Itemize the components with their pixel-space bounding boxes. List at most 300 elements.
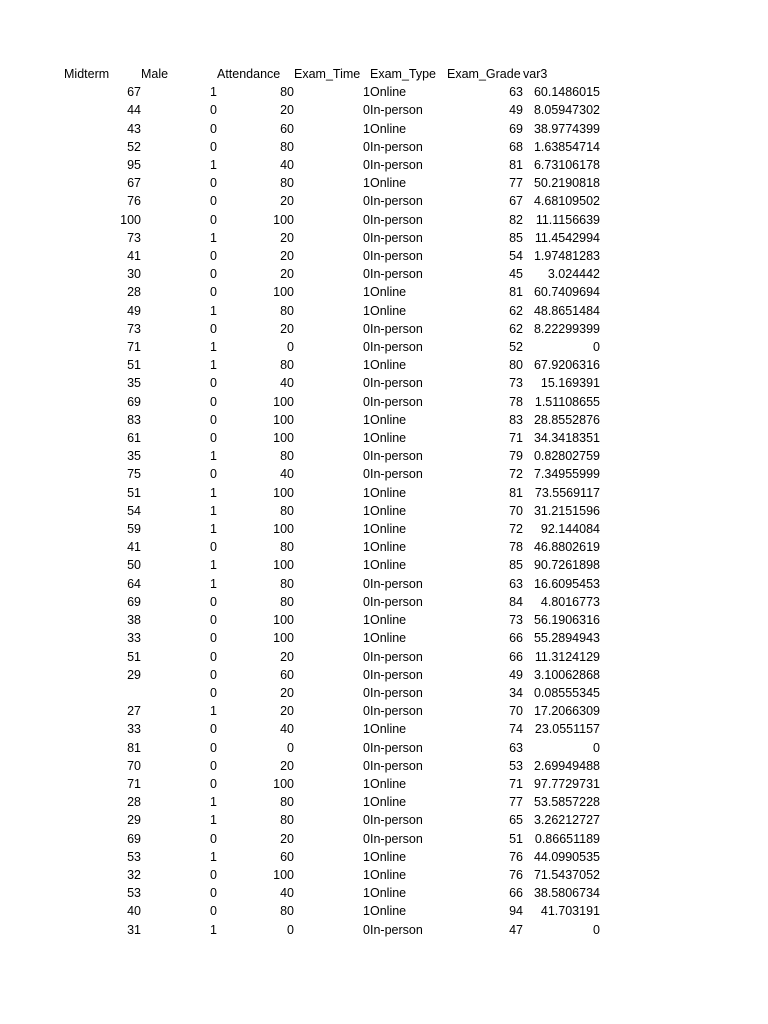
cell-var3[interactable]: 38.5806734 <box>533 886 600 901</box>
cell-midterm[interactable]: 75 <box>127 467 141 482</box>
cell-midterm[interactable]: 100 <box>120 212 141 227</box>
cell-attendance[interactable]: 0 <box>287 922 294 937</box>
cell-exam-time[interactable]: 1 <box>363 412 370 427</box>
cell-midterm[interactable]: 71 <box>127 340 141 355</box>
cell-exam-time[interactable]: 0 <box>363 831 370 846</box>
cell-male[interactable]: 1 <box>210 303 217 318</box>
cell-attendance[interactable]: 80 <box>280 303 294 318</box>
cell-exam-time[interactable]: 1 <box>363 849 370 864</box>
cell-midterm[interactable]: 76 <box>127 194 141 209</box>
cell-exam-time[interactable]: 0 <box>363 740 370 755</box>
cell-exam-type[interactable]: Online <box>370 285 407 300</box>
cell-midterm[interactable]: 32 <box>127 867 141 882</box>
cell-exam-time[interactable]: 1 <box>363 540 370 555</box>
cell-attendance[interactable]: 100 <box>273 522 294 537</box>
cell-var3[interactable]: 92.144084 <box>540 522 600 537</box>
cell-exam-type[interactable]: In-person <box>370 267 423 282</box>
cell-exam-time[interactable]: 0 <box>363 103 370 118</box>
cell-exam-type[interactable]: Online <box>370 558 407 573</box>
cell-exam-time[interactable]: 0 <box>363 576 370 591</box>
cell-midterm[interactable]: 71 <box>127 776 141 791</box>
cell-exam-grade[interactable]: 49 <box>509 667 523 682</box>
cell-exam-grade[interactable]: 73 <box>509 613 523 628</box>
cell-midterm[interactable]: 73 <box>127 321 141 336</box>
cell-exam-grade[interactable]: 53 <box>509 758 523 773</box>
cell-midterm[interactable]: 59 <box>127 522 141 537</box>
cell-attendance[interactable]: 40 <box>280 467 294 482</box>
cell-male[interactable]: 1 <box>210 85 217 100</box>
cell-exam-time[interactable]: 0 <box>363 249 370 264</box>
cell-exam-grade[interactable]: 85 <box>509 230 523 245</box>
cell-exam-type[interactable]: Online <box>370 867 407 882</box>
cell-var3[interactable]: 17.2066309 <box>533 704 600 719</box>
cell-attendance[interactable]: 60 <box>280 849 294 864</box>
cell-exam-time[interactable]: 0 <box>363 376 370 391</box>
cell-midterm[interactable]: 51 <box>127 358 141 373</box>
cell-exam-type[interactable]: In-person <box>370 813 423 828</box>
cell-exam-time[interactable]: 0 <box>363 649 370 664</box>
cell-exam-grade[interactable]: 79 <box>509 449 523 464</box>
cell-var3[interactable]: 28.8552876 <box>533 412 600 427</box>
cell-exam-type[interactable]: Online <box>370 904 407 919</box>
cell-exam-time[interactable]: 1 <box>363 558 370 573</box>
cell-exam-grade[interactable]: 68 <box>509 139 523 154</box>
cell-male[interactable]: 0 <box>210 594 217 609</box>
cell-male[interactable]: 0 <box>210 631 217 646</box>
cell-male[interactable]: 0 <box>210 758 217 773</box>
cell-exam-time[interactable]: 1 <box>363 431 370 446</box>
cell-attendance[interactable]: 100 <box>273 431 294 446</box>
cell-attendance[interactable]: 20 <box>280 758 294 773</box>
cell-exam-type[interactable]: Online <box>370 303 407 318</box>
cell-exam-type[interactable]: In-person <box>370 321 423 336</box>
cell-var3[interactable]: 3.10062868 <box>533 667 600 682</box>
cell-male[interactable]: 1 <box>210 922 217 937</box>
cell-exam-type[interactable]: Online <box>370 795 407 810</box>
cell-exam-type[interactable]: In-person <box>370 230 423 245</box>
cell-var3[interactable]: 60.1486015 <box>533 85 600 100</box>
cell-attendance[interactable]: 20 <box>280 685 294 700</box>
cell-exam-grade[interactable]: 62 <box>509 321 523 336</box>
cell-exam-time[interactable]: 1 <box>363 503 370 518</box>
header-exam-grade[interactable]: Exam_Grade <box>447 67 521 81</box>
cell-exam-type[interactable]: In-person <box>370 103 423 118</box>
cell-exam-time[interactable]: 0 <box>363 230 370 245</box>
cell-var3[interactable]: 97.7729731 <box>533 776 600 791</box>
cell-midterm[interactable]: 29 <box>127 667 141 682</box>
cell-exam-time[interactable]: 1 <box>363 722 370 737</box>
cell-var3[interactable]: 71.5437052 <box>533 867 600 882</box>
cell-male[interactable]: 1 <box>210 522 217 537</box>
cell-male[interactable]: 0 <box>210 904 217 919</box>
cell-exam-type[interactable]: Online <box>370 485 407 500</box>
cell-exam-time[interactable]: 1 <box>363 358 370 373</box>
cell-var3[interactable]: 1.97481283 <box>533 249 600 264</box>
cell-exam-time[interactable]: 0 <box>363 758 370 773</box>
cell-midterm[interactable]: 38 <box>127 613 141 628</box>
cell-midterm[interactable]: 73 <box>127 230 141 245</box>
cell-male[interactable]: 1 <box>210 849 217 864</box>
cell-exam-grade[interactable]: 34 <box>509 685 523 700</box>
cell-var3[interactable]: 67.9206316 <box>533 358 600 373</box>
cell-exam-type[interactable]: In-person <box>370 576 423 591</box>
cell-attendance[interactable]: 20 <box>280 103 294 118</box>
cell-midterm[interactable]: 69 <box>127 831 141 846</box>
cell-midterm[interactable]: 41 <box>127 540 141 555</box>
cell-midterm[interactable]: 43 <box>127 121 141 136</box>
cell-male[interactable]: 0 <box>210 285 217 300</box>
cell-midterm[interactable]: 81 <box>127 740 141 755</box>
cell-male[interactable]: 1 <box>210 340 217 355</box>
cell-exam-time[interactable]: 1 <box>363 522 370 537</box>
cell-exam-time[interactable]: 1 <box>363 85 370 100</box>
cell-exam-time[interactable]: 1 <box>363 303 370 318</box>
cell-male[interactable]: 0 <box>210 431 217 446</box>
cell-male[interactable]: 0 <box>210 831 217 846</box>
cell-var3[interactable]: 53.5857228 <box>533 795 600 810</box>
cell-exam-time[interactable]: 1 <box>363 285 370 300</box>
cell-male[interactable]: 1 <box>210 158 217 173</box>
cell-exam-type[interactable]: Online <box>370 503 407 518</box>
cell-exam-time[interactable]: 1 <box>363 867 370 882</box>
cell-exam-type[interactable]: In-person <box>370 212 423 227</box>
cell-attendance[interactable]: 100 <box>273 867 294 882</box>
cell-exam-grade[interactable]: 66 <box>509 886 523 901</box>
cell-var3[interactable]: 90.7261898 <box>533 558 600 573</box>
cell-male[interactable]: 1 <box>210 576 217 591</box>
cell-attendance[interactable]: 20 <box>280 321 294 336</box>
cell-midterm[interactable]: 49 <box>127 303 141 318</box>
cell-male[interactable]: 0 <box>210 667 217 682</box>
cell-exam-type[interactable]: Online <box>370 849 407 864</box>
cell-var3[interactable]: 0.86651189 <box>534 831 600 846</box>
cell-exam-type[interactable]: In-person <box>370 467 423 482</box>
cell-exam-grade[interactable]: 74 <box>509 722 523 737</box>
cell-exam-grade[interactable]: 78 <box>509 394 523 409</box>
cell-exam-time[interactable]: 1 <box>363 904 370 919</box>
cell-midterm[interactable]: 29 <box>127 813 141 828</box>
cell-attendance[interactable]: 0 <box>287 740 294 755</box>
cell-attendance[interactable]: 40 <box>280 886 294 901</box>
cell-attendance[interactable]: 80 <box>280 85 294 100</box>
cell-midterm[interactable]: 61 <box>127 431 141 446</box>
cell-exam-type[interactable]: Online <box>370 358 407 373</box>
cell-exam-time[interactable]: 1 <box>363 631 370 646</box>
cell-exam-time[interactable]: 0 <box>363 267 370 282</box>
cell-midterm[interactable]: 51 <box>127 485 141 500</box>
cell-attendance[interactable]: 20 <box>280 230 294 245</box>
cell-exam-type[interactable]: Online <box>370 412 407 427</box>
cell-exam-grade[interactable]: 45 <box>509 267 523 282</box>
cell-exam-type[interactable]: Online <box>370 522 407 537</box>
cell-var3[interactable]: 60.7409694 <box>533 285 600 300</box>
cell-exam-grade[interactable]: 77 <box>509 176 523 191</box>
cell-midterm[interactable]: 28 <box>127 795 141 810</box>
cell-exam-type[interactable]: Online <box>370 613 407 628</box>
cell-exam-type[interactable]: Online <box>370 886 407 901</box>
cell-male[interactable]: 0 <box>210 249 217 264</box>
cell-male[interactable]: 0 <box>210 412 217 427</box>
cell-exam-time[interactable]: 0 <box>363 212 370 227</box>
cell-exam-grade[interactable]: 62 <box>509 303 523 318</box>
cell-exam-type[interactable]: Online <box>370 722 407 737</box>
cell-male[interactable]: 1 <box>210 704 217 719</box>
cell-exam-time[interactable]: 1 <box>363 485 370 500</box>
cell-exam-grade[interactable]: 84 <box>509 594 523 609</box>
cell-attendance[interactable]: 100 <box>273 412 294 427</box>
cell-var3[interactable]: 15.169391 <box>540 376 600 391</box>
cell-midterm[interactable]: 70 <box>127 758 141 773</box>
cell-exam-type[interactable]: In-person <box>370 340 423 355</box>
cell-exam-grade[interactable]: 47 <box>509 922 523 937</box>
cell-attendance[interactable]: 20 <box>280 249 294 264</box>
cell-var3[interactable]: 56.1906316 <box>533 613 600 628</box>
cell-exam-grade[interactable]: 78 <box>509 540 523 555</box>
cell-exam-time[interactable]: 0 <box>363 813 370 828</box>
cell-midterm[interactable]: 64 <box>127 576 141 591</box>
cell-attendance[interactable]: 80 <box>280 449 294 464</box>
cell-exam-type[interactable]: In-person <box>370 740 423 755</box>
cell-exam-type[interactable]: Online <box>370 431 407 446</box>
cell-var3[interactable]: 16.6095453 <box>533 576 600 591</box>
cell-exam-type[interactable]: In-person <box>370 704 423 719</box>
cell-male[interactable]: 0 <box>210 722 217 737</box>
cell-exam-grade[interactable]: 70 <box>509 704 523 719</box>
cell-exam-time[interactable]: 0 <box>363 394 370 409</box>
cell-exam-grade[interactable]: 83 <box>509 412 523 427</box>
cell-var3[interactable]: 6.73106178 <box>533 158 600 173</box>
cell-attendance[interactable]: 80 <box>280 813 294 828</box>
cell-attendance[interactable]: 40 <box>280 722 294 737</box>
cell-exam-grade[interactable]: 63 <box>509 740 523 755</box>
cell-male[interactable]: 0 <box>210 649 217 664</box>
cell-exam-time[interactable]: 0 <box>363 704 370 719</box>
cell-attendance[interactable]: 20 <box>280 267 294 282</box>
cell-exam-time[interactable]: 1 <box>363 886 370 901</box>
cell-male[interactable]: 1 <box>210 230 217 245</box>
cell-exam-type[interactable]: In-person <box>370 376 423 391</box>
cell-male[interactable]: 0 <box>210 685 217 700</box>
cell-exam-type[interactable]: In-person <box>370 831 423 846</box>
cell-exam-type[interactable]: In-person <box>370 922 423 937</box>
cell-exam-time[interactable]: 0 <box>363 194 370 209</box>
cell-exam-grade[interactable]: 76 <box>509 867 523 882</box>
cell-exam-time[interactable]: 0 <box>363 340 370 355</box>
cell-midterm[interactable]: 50 <box>127 558 141 573</box>
cell-attendance[interactable]: 100 <box>273 285 294 300</box>
cell-var3[interactable]: 34.3418351 <box>533 431 600 446</box>
cell-male[interactable]: 0 <box>210 394 217 409</box>
cell-male[interactable]: 0 <box>210 376 217 391</box>
cell-exam-time[interactable]: 1 <box>363 121 370 136</box>
cell-midterm[interactable]: 51 <box>127 649 141 664</box>
cell-male[interactable]: 0 <box>210 194 217 209</box>
cell-var3[interactable]: 2.69949488 <box>533 758 600 773</box>
cell-exam-grade[interactable]: 85 <box>509 558 523 573</box>
cell-exam-grade[interactable]: 71 <box>509 431 523 446</box>
cell-attendance[interactable]: 80 <box>280 904 294 919</box>
cell-exam-type[interactable]: In-person <box>370 667 423 682</box>
cell-exam-grade[interactable]: 82 <box>509 212 523 227</box>
cell-exam-grade[interactable]: 63 <box>509 576 523 591</box>
cell-male[interactable]: 0 <box>210 103 217 118</box>
cell-midterm[interactable]: 67 <box>127 85 141 100</box>
cell-attendance[interactable]: 80 <box>280 503 294 518</box>
cell-var3[interactable]: 55.2894943 <box>533 631 600 646</box>
cell-var3[interactable]: 8.22299399 <box>533 321 600 336</box>
cell-exam-grade[interactable]: 81 <box>509 485 523 500</box>
cell-exam-grade[interactable]: 52 <box>509 340 523 355</box>
cell-male[interactable]: 0 <box>210 467 217 482</box>
cell-attendance[interactable]: 20 <box>280 704 294 719</box>
cell-var3[interactable]: 7.34955999 <box>533 467 600 482</box>
cell-midterm[interactable]: 33 <box>127 722 141 737</box>
cell-male[interactable]: 0 <box>210 176 217 191</box>
cell-var3[interactable]: 48.8651484 <box>533 303 600 318</box>
cell-exam-grade[interactable]: 63 <box>509 85 523 100</box>
cell-exam-time[interactable]: 0 <box>363 449 370 464</box>
cell-var3[interactable]: 46.8802619 <box>533 540 600 555</box>
cell-male[interactable]: 0 <box>210 212 217 227</box>
cell-attendance[interactable]: 60 <box>280 121 294 136</box>
cell-male[interactable]: 1 <box>210 485 217 500</box>
cell-midterm[interactable]: 53 <box>127 849 141 864</box>
cell-attendance[interactable]: 20 <box>280 194 294 209</box>
header-midterm[interactable]: Midterm <box>64 67 110 81</box>
cell-exam-type[interactable]: In-person <box>370 449 423 464</box>
cell-var3[interactable]: 31.2151596 <box>533 503 600 518</box>
cell-midterm[interactable]: 53 <box>127 886 141 901</box>
cell-exam-grade[interactable]: 76 <box>509 849 523 864</box>
cell-attendance[interactable]: 80 <box>280 594 294 609</box>
cell-exam-grade[interactable]: 72 <box>509 467 523 482</box>
cell-attendance[interactable]: 80 <box>280 139 294 154</box>
cell-attendance[interactable]: 100 <box>273 613 294 628</box>
cell-male[interactable]: 1 <box>210 813 217 828</box>
cell-exam-grade[interactable]: 70 <box>509 503 523 518</box>
cell-male[interactable]: 0 <box>210 321 217 336</box>
cell-midterm[interactable]: 30 <box>127 267 141 282</box>
cell-male[interactable]: 1 <box>210 503 217 518</box>
cell-midterm[interactable]: 28 <box>127 285 141 300</box>
cell-male[interactable]: 0 <box>210 776 217 791</box>
cell-exam-type[interactable]: In-person <box>370 758 423 773</box>
cell-male[interactable]: 0 <box>210 740 217 755</box>
cell-midterm[interactable]: 41 <box>127 249 141 264</box>
cell-var3[interactable]: 0.82802759 <box>533 449 600 464</box>
cell-attendance[interactable]: 0 <box>287 340 294 355</box>
cell-exam-type[interactable]: In-person <box>370 649 423 664</box>
cell-exam-time[interactable]: 0 <box>363 667 370 682</box>
cell-exam-grade[interactable]: 94 <box>509 904 523 919</box>
cell-var3[interactable]: 11.1156639 <box>535 212 600 227</box>
cell-var3[interactable]: 0.08555345 <box>533 685 600 700</box>
cell-exam-grade[interactable]: 51 <box>509 831 523 846</box>
cell-exam-grade[interactable]: 66 <box>509 649 523 664</box>
cell-male[interactable]: 1 <box>210 358 217 373</box>
cell-attendance[interactable]: 100 <box>273 394 294 409</box>
cell-var3[interactable]: 11.4542994 <box>534 230 600 245</box>
cell-midterm[interactable]: 27 <box>127 704 141 719</box>
cell-var3[interactable]: 0 <box>593 340 600 355</box>
cell-exam-time[interactable]: 1 <box>363 776 370 791</box>
cell-var3[interactable]: 8.05947302 <box>533 103 600 118</box>
cell-male[interactable]: 0 <box>210 139 217 154</box>
cell-male[interactable]: 0 <box>210 267 217 282</box>
cell-midterm[interactable]: 40 <box>127 904 141 919</box>
cell-exam-grade[interactable]: 80 <box>509 358 523 373</box>
cell-exam-time[interactable]: 0 <box>363 467 370 482</box>
cell-male[interactable]: 0 <box>210 867 217 882</box>
cell-exam-grade[interactable]: 54 <box>509 249 523 264</box>
cell-var3[interactable]: 1.51108655 <box>534 394 600 409</box>
cell-exam-type[interactable]: In-person <box>370 685 423 700</box>
cell-midterm[interactable]: 95 <box>127 158 141 173</box>
cell-attendance[interactable]: 100 <box>273 485 294 500</box>
cell-exam-grade[interactable]: 77 <box>509 795 523 810</box>
cell-attendance[interactable]: 80 <box>280 540 294 555</box>
cell-midterm[interactable]: 33 <box>127 631 141 646</box>
cell-exam-time[interactable]: 0 <box>363 158 370 173</box>
cell-exam-type[interactable]: Online <box>370 176 407 191</box>
cell-var3[interactable]: 3.26212727 <box>533 813 600 828</box>
cell-var3[interactable]: 0 <box>593 922 600 937</box>
cell-exam-grade[interactable]: 69 <box>509 121 523 136</box>
cell-exam-grade[interactable]: 73 <box>509 376 523 391</box>
cell-male[interactable]: 0 <box>210 886 217 901</box>
cell-exam-time[interactable]: 1 <box>363 176 370 191</box>
cell-attendance[interactable]: 20 <box>280 831 294 846</box>
cell-exam-time[interactable]: 0 <box>363 922 370 937</box>
cell-midterm[interactable]: 52 <box>127 139 141 154</box>
cell-midterm[interactable]: 35 <box>127 376 141 391</box>
cell-attendance[interactable]: 40 <box>280 376 294 391</box>
cell-exam-type[interactable]: Online <box>370 631 407 646</box>
cell-attendance[interactable]: 100 <box>273 776 294 791</box>
cell-exam-time[interactable]: 1 <box>363 613 370 628</box>
cell-male[interactable]: 1 <box>210 558 217 573</box>
cell-exam-type[interactable]: Online <box>370 776 407 791</box>
cell-attendance[interactable]: 80 <box>280 795 294 810</box>
cell-midterm[interactable]: 69 <box>127 594 141 609</box>
cell-exam-grade[interactable]: 72 <box>509 522 523 537</box>
cell-attendance[interactable]: 60 <box>280 667 294 682</box>
cell-exam-type[interactable]: In-person <box>370 139 423 154</box>
cell-attendance[interactable]: 80 <box>280 176 294 191</box>
cell-attendance[interactable]: 100 <box>273 631 294 646</box>
cell-attendance[interactable]: 80 <box>280 576 294 591</box>
cell-exam-type[interactable]: In-person <box>370 194 423 209</box>
cell-exam-grade[interactable]: 49 <box>509 103 523 118</box>
cell-var3[interactable]: 38.9774399 <box>533 121 600 136</box>
cell-var3[interactable]: 4.68109502 <box>533 194 600 209</box>
cell-midterm[interactable]: 44 <box>127 103 141 118</box>
cell-midterm[interactable]: 69 <box>127 394 141 409</box>
header-male[interactable]: Male <box>141 67 169 81</box>
cell-exam-grade[interactable]: 81 <box>509 285 523 300</box>
cell-var3[interactable]: 73.5569117 <box>534 485 600 500</box>
cell-exam-type[interactable]: In-person <box>370 394 423 409</box>
cell-midterm[interactable]: 35 <box>127 449 141 464</box>
cell-exam-grade[interactable]: 65 <box>509 813 523 828</box>
cell-exam-type[interactable]: Online <box>370 121 407 136</box>
cell-exam-type[interactable]: Online <box>370 540 407 555</box>
cell-exam-grade[interactable]: 66 <box>509 631 523 646</box>
cell-var3[interactable]: 44.0990535 <box>533 849 600 864</box>
cell-male[interactable]: 1 <box>210 449 217 464</box>
cell-male[interactable]: 1 <box>210 795 217 810</box>
cell-var3[interactable]: 1.63854714 <box>533 139 600 154</box>
